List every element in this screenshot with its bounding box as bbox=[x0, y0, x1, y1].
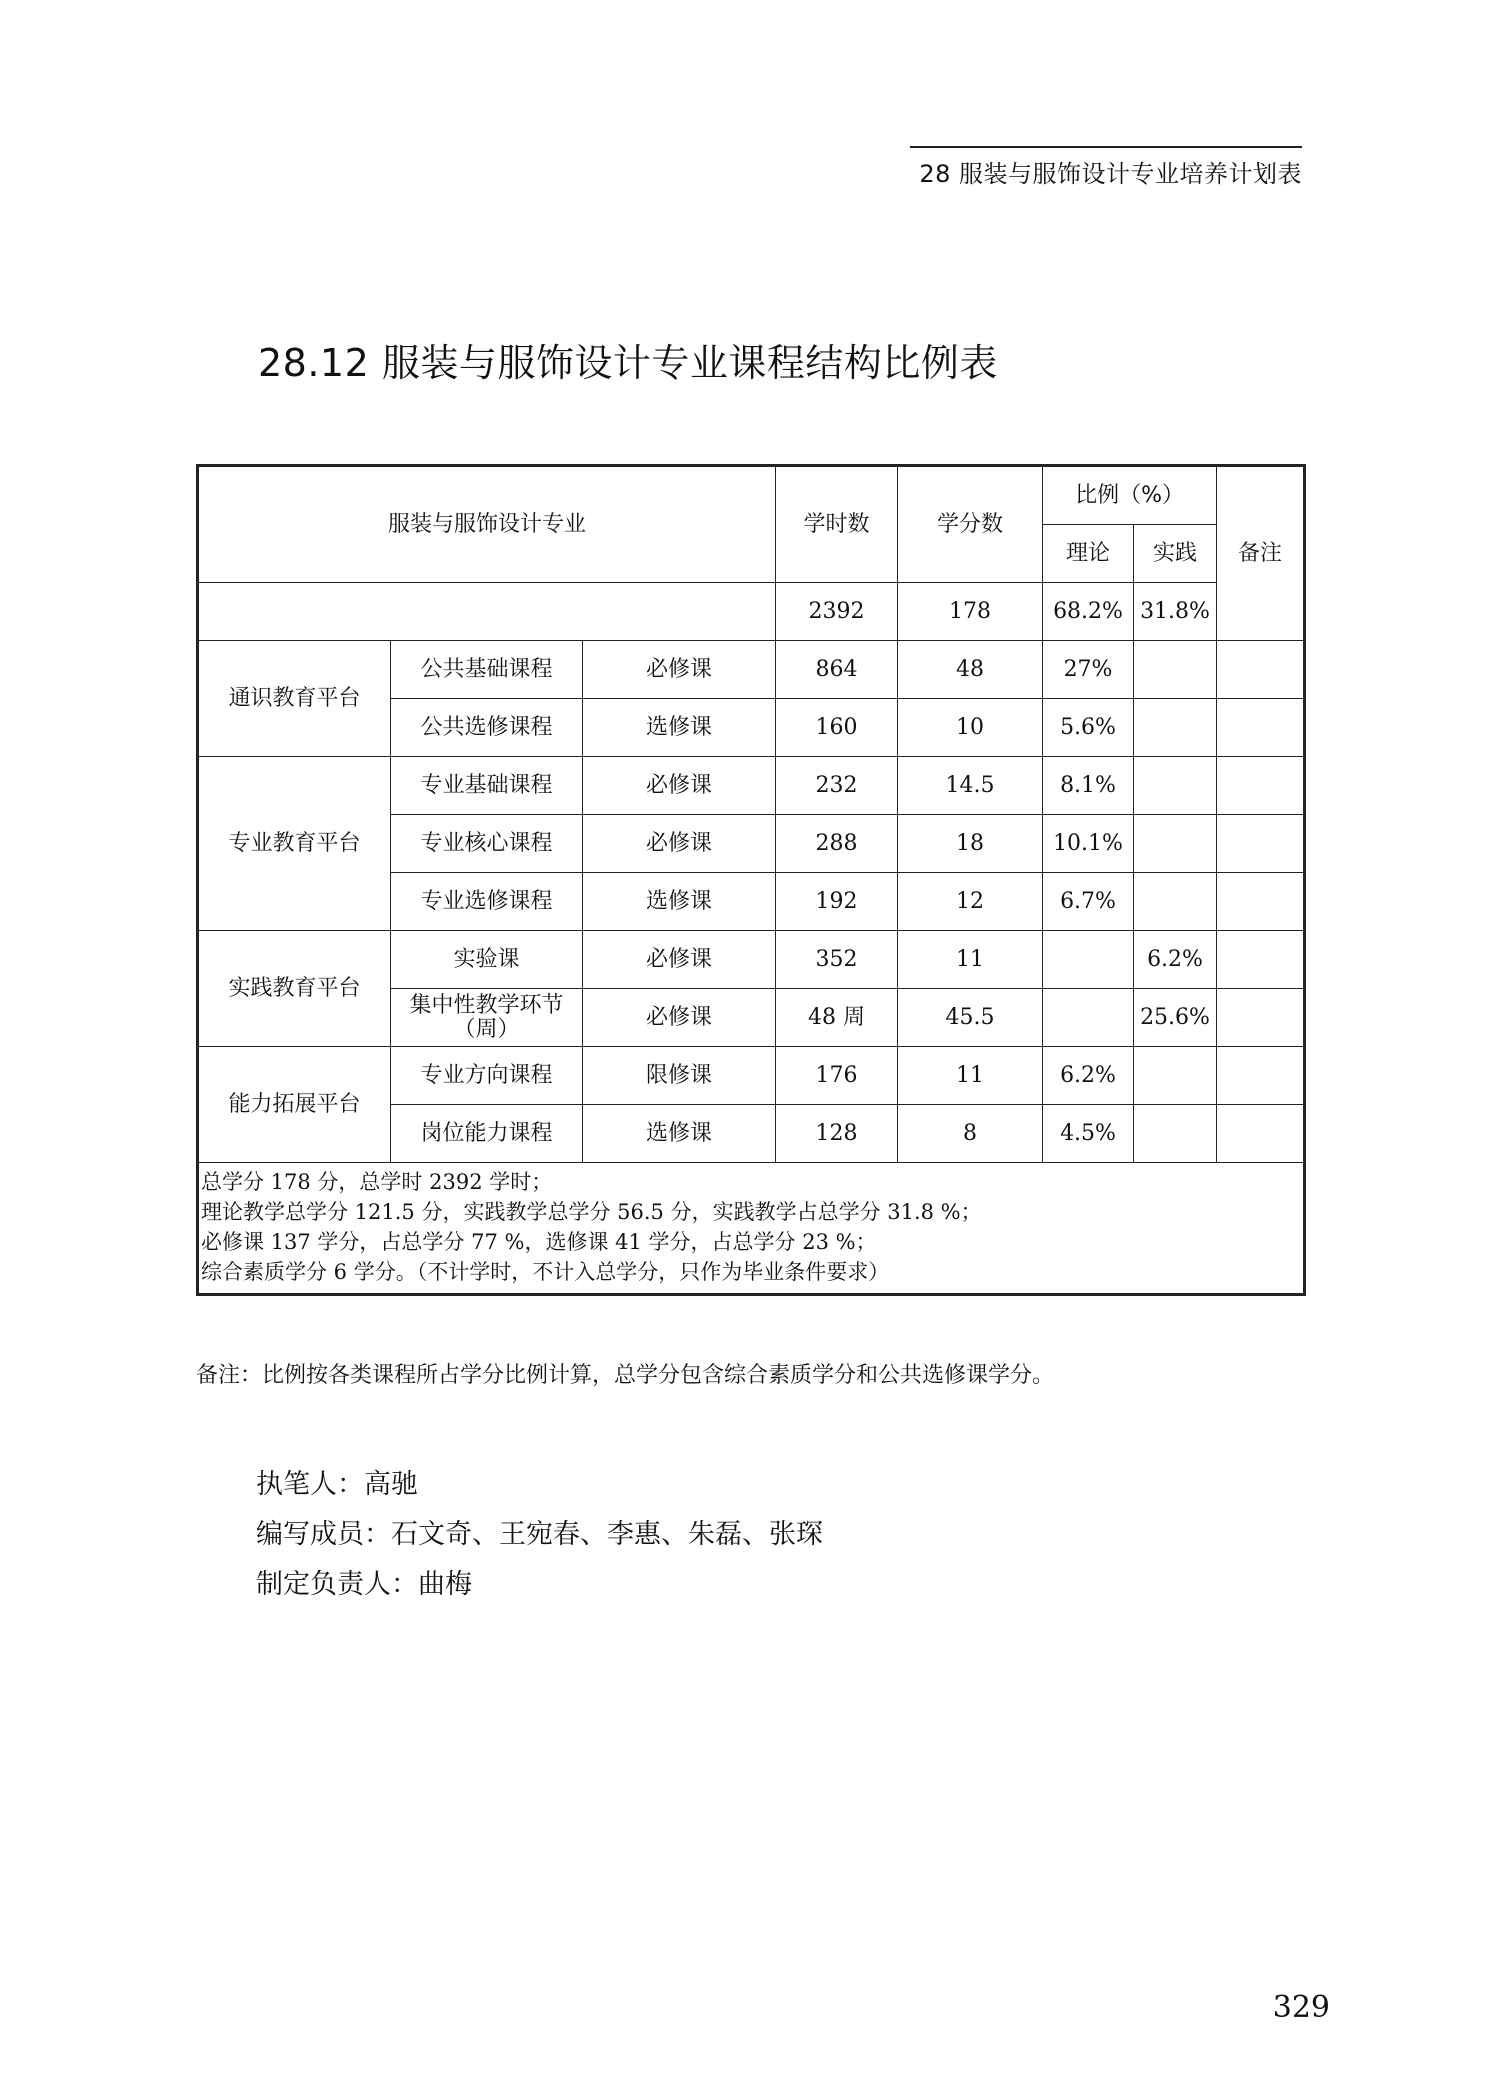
remark-cell bbox=[1217, 989, 1305, 1047]
type-cell: 必修课 bbox=[583, 989, 776, 1047]
responsible-line: 制定负责人：曲梅 bbox=[256, 1569, 472, 1600]
course-structure-table bbox=[196, 464, 1306, 1296]
course-cell: 专业核心课程 bbox=[391, 815, 583, 873]
credits-cell: 48 bbox=[898, 641, 1043, 699]
summary-line: 理论教学总学分 121.5 分，实践教学总学分 56.5 分，实践教学占总学分 31.8 %； bbox=[201, 1200, 982, 1224]
practice-cell bbox=[1134, 815, 1217, 873]
course-cell-line-1: 集中性教学环节 bbox=[409, 992, 564, 1018]
type-cell: 限修课 bbox=[583, 1047, 776, 1105]
practice-cell bbox=[1134, 1047, 1217, 1105]
table-row bbox=[198, 931, 1305, 989]
type-cell: 选修课 bbox=[583, 873, 776, 931]
platform-cell: 专业教育平台 bbox=[198, 757, 391, 931]
practice-cell bbox=[1134, 873, 1217, 931]
practice-cell bbox=[1134, 699, 1217, 757]
theory-cell: 6.2% bbox=[1043, 1047, 1134, 1105]
remark-cell bbox=[1217, 815, 1305, 873]
practice-cell bbox=[1134, 757, 1217, 815]
col-theory-header: 理论 bbox=[1043, 525, 1134, 583]
practice-cell bbox=[1134, 1105, 1217, 1163]
table-note: 备注：比例按各类课程所占学分比例计算，总学分包含综合素质学分和公共选修课学分。 bbox=[196, 1363, 1055, 1388]
credits-cell: 18 bbox=[898, 815, 1043, 873]
credits-cell: 12 bbox=[898, 873, 1043, 931]
summary-line: 必修课 137 学分，占总学分 77 %，选修课 41 学分，占总学分 23 %； bbox=[201, 1230, 877, 1254]
theory-cell bbox=[1043, 989, 1134, 1047]
credits-block bbox=[256, 1460, 823, 1610]
hours-cell: 176 bbox=[776, 1047, 898, 1105]
theory-cell: 10.1% bbox=[1043, 815, 1134, 873]
course-cell: 专业方向课程 bbox=[391, 1047, 583, 1105]
theory-cell bbox=[1043, 931, 1134, 989]
platform-cell: 实践教育平台 bbox=[198, 931, 391, 1047]
platform-cell: 能力拓展平台 bbox=[198, 1047, 391, 1163]
type-cell: 必修课 bbox=[583, 815, 776, 873]
course-cell: 岗位能力课程 bbox=[391, 1105, 583, 1163]
summary-line: 总学分 178 分，总学时 2392 学时； bbox=[201, 1170, 553, 1194]
table-row bbox=[198, 641, 1305, 699]
credits-cell: 10 bbox=[898, 699, 1043, 757]
course-cell: 公共选修课程 bbox=[391, 699, 583, 757]
remark-cell bbox=[1217, 1047, 1305, 1105]
theory-cell: 8.1% bbox=[1043, 757, 1134, 815]
course-cell: 公共基础课程 bbox=[391, 641, 583, 699]
table-row bbox=[198, 757, 1305, 815]
remark-cell bbox=[1217, 641, 1305, 699]
hours-cell: 232 bbox=[776, 757, 898, 815]
hours-cell: 352 bbox=[776, 931, 898, 989]
type-cell: 必修课 bbox=[583, 641, 776, 699]
total-theory: 68.2% bbox=[1043, 583, 1134, 641]
course-cell: 实验课 bbox=[391, 931, 583, 989]
totals-row bbox=[198, 583, 1305, 641]
type-cell: 必修课 bbox=[583, 931, 776, 989]
remark-cell bbox=[1217, 873, 1305, 931]
type-cell: 选修课 bbox=[583, 699, 776, 757]
course-cell-line-2: （周） bbox=[453, 1016, 520, 1042]
summary-row bbox=[198, 1163, 1305, 1295]
course-cell: 专业选修课程 bbox=[391, 873, 583, 931]
theory-cell: 5.6% bbox=[1043, 699, 1134, 757]
section-title: 28.12 服装与服饰设计专业课程结构比例表 bbox=[258, 341, 998, 385]
credits-cell: 45.5 bbox=[898, 989, 1043, 1047]
hours-cell: 192 bbox=[776, 873, 898, 931]
practice-cell: 25.6% bbox=[1134, 989, 1217, 1047]
credits-cell: 14.5 bbox=[898, 757, 1043, 815]
remark-cell bbox=[1217, 1105, 1305, 1163]
members-line: 编写成员：石文奇、王宛春、李惠、朱磊、张琛 bbox=[256, 1519, 823, 1550]
col-hours-header: 学时数 bbox=[776, 466, 898, 583]
remark-cell bbox=[1217, 699, 1305, 757]
summary-cell bbox=[198, 1163, 1305, 1295]
practice-cell: 6.2% bbox=[1134, 931, 1217, 989]
remark-cell bbox=[1217, 931, 1305, 989]
hours-cell: 288 bbox=[776, 815, 898, 873]
total-credits: 178 bbox=[898, 583, 1043, 641]
totals-label-cell bbox=[198, 583, 776, 641]
hours-cell: 160 bbox=[776, 699, 898, 757]
course-cell bbox=[391, 989, 583, 1047]
col-remark-header: 备注 bbox=[1217, 466, 1305, 641]
author-line: 执笔人：高驰 bbox=[256, 1469, 418, 1500]
header-row-1 bbox=[198, 466, 1305, 525]
hours-cell: 128 bbox=[776, 1105, 898, 1163]
major-name: 服装与服饰设计专业 bbox=[198, 466, 776, 583]
credits-cell: 11 bbox=[898, 931, 1043, 989]
theory-cell: 6.7% bbox=[1043, 873, 1134, 931]
col-practice-header: 实践 bbox=[1134, 525, 1217, 583]
col-ratio-header: 比例（%） bbox=[1043, 466, 1217, 525]
table-row bbox=[198, 1047, 1305, 1105]
running-header: 28 服装与服饰设计专业培养计划表 bbox=[910, 146, 1302, 189]
credits-cell: 11 bbox=[898, 1047, 1043, 1105]
page-number: 329 bbox=[1272, 1990, 1330, 2025]
course-cell: 专业基础课程 bbox=[391, 757, 583, 815]
theory-cell: 4.5% bbox=[1043, 1105, 1134, 1163]
type-cell: 必修课 bbox=[583, 757, 776, 815]
hours-cell: 48 周 bbox=[776, 989, 898, 1047]
practice-cell bbox=[1134, 641, 1217, 699]
summary-line: 综合素质学分 6 学分。（不计学时，不计入总学分，只作为毕业条件要求） bbox=[201, 1260, 890, 1284]
total-hours: 2392 bbox=[776, 583, 898, 641]
remark-cell bbox=[1217, 757, 1305, 815]
hours-cell: 864 bbox=[776, 641, 898, 699]
total-practice: 31.8% bbox=[1134, 583, 1217, 641]
col-credits-header: 学分数 bbox=[898, 466, 1043, 583]
theory-cell: 27% bbox=[1043, 641, 1134, 699]
credits-cell: 8 bbox=[898, 1105, 1043, 1163]
type-cell: 选修课 bbox=[583, 1105, 776, 1163]
platform-cell: 通识教育平台 bbox=[198, 641, 391, 757]
